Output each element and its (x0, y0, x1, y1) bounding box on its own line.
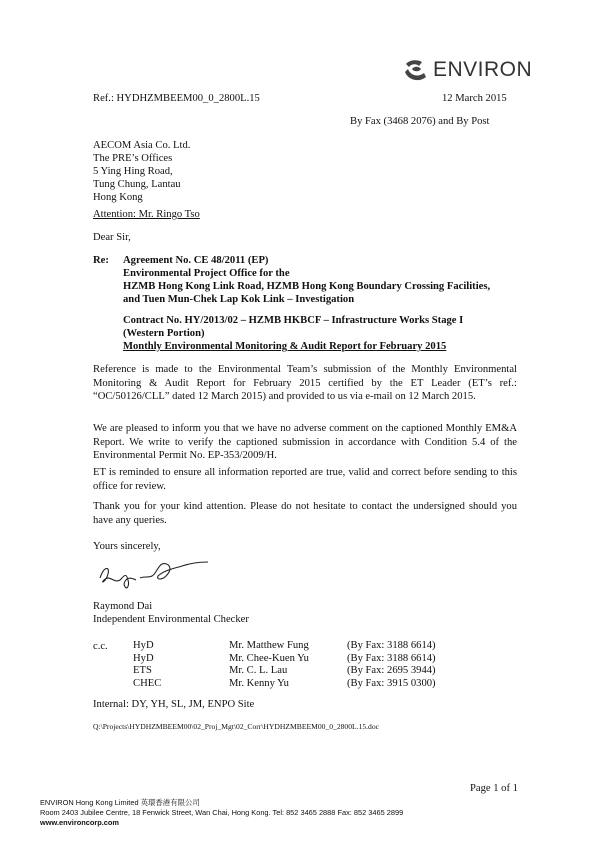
recipient-address (93, 139, 190, 204)
contract-line: Contract No. HY/2013/02 – HZMB HKBCF – Infrastructure Works Stage I (123, 315, 464, 326)
body-paragraph: We are pleased to inform you that we have no adverse comment on the captioned Monthly EM&A Report. We write to verify the captioned submission in accordance with Condition 5.4 of the Environmental Permit No. EP-353/2009/H. (93, 423, 517, 461)
cc-fax: (By Fax: 3188 6614) (347, 652, 436, 664)
contract-line: (Western Portion) (123, 328, 205, 339)
signatory-name: Raymond Dai (93, 601, 153, 612)
file-path: Q:\Projects\HYDHZMBEEM00\02_Proj_Mgt\02_Corr\HYDHZMBEEM00_0_2800L.15.doc (93, 722, 380, 731)
address-line: AECOM Asia Co. Ltd. (93, 140, 191, 151)
footer-address: Room 2403 Jubilee Centre, 18 Fenwick Street, Wan Chai, Hong Kong. Tel: 852 3465 2888 Fax: 852 3465 2899 (40, 808, 404, 817)
subject-block (123, 254, 490, 306)
cc-org: CHEC (133, 677, 162, 689)
address-line: 5 Ying Hing Road, (93, 166, 173, 177)
re-label: Re: (93, 255, 109, 266)
company-logo-text: ENVIRON (433, 58, 533, 81)
cc-list (133, 640, 477, 690)
subject-line: HZMB Hong Kong Link Road, HZMB Hong Kong Boundary Crossing Facilities, (123, 281, 491, 292)
address-line: Hong Kong (93, 192, 143, 203)
footer (40, 798, 403, 828)
subject-line: Environmental Project Office for the (123, 268, 290, 279)
footer-website: www.environcorp.com (40, 818, 119, 827)
cc-person: Mr. C. L. Lau (229, 665, 288, 676)
company-logo (403, 56, 532, 84)
letter-date: 12 March 2015 (442, 93, 507, 104)
handwritten-signature (96, 558, 226, 592)
cc-person: Mr. Chee-Kuen Yu (229, 652, 309, 664)
cc-label: c.c. (93, 641, 108, 652)
signatory-title: Independent Environmental Checker (93, 614, 249, 625)
report-title: Monthly Environmental Monitoring & Audit Report for February 2015 (123, 341, 447, 352)
cc-org: HyD (133, 640, 154, 651)
delivery-method: By Fax (3468 2076) and By Post (350, 116, 490, 127)
cc-fax: (By Fax: 2695 3944) (347, 665, 436, 676)
attention-line: Attention: Mr. Ringo Tso (93, 209, 200, 220)
body-paragraph: Reference is made to the Environmental Team’s submission of the Monthly Environmental Monitoring & Audit Report for February 2015 certified by the ET Leader (ET’s ref.: “OC/50126/CLL” dated 12 March 2015) and provided to us via e-mail on 12 March 2015. (93, 364, 517, 402)
contract-block (123, 314, 463, 353)
cc-org: HyD (133, 652, 154, 664)
reference-number: Ref.: HYDHZMBEEM00_0_2800L.15 (93, 93, 260, 104)
internal-distribution: Internal: DY, YH, SL, JM, ENPO Site (93, 699, 255, 710)
closing: Yours sincerely, (93, 541, 161, 552)
body-paragraph: Thank you for your kind attention. Please do not hesitate to contact the undersigned should you have any queries. (93, 501, 517, 526)
cc-person: Mr. Kenny Yu (229, 677, 289, 689)
cc-org: ETS (133, 665, 152, 676)
address-line: Tung Chung, Lantau (93, 179, 181, 190)
subject-line: Agreement No. CE 48/2011 (EP) (123, 255, 269, 266)
cc-fax: (By Fax: 3915 0300) (347, 677, 436, 689)
cc-fax: (By Fax: 3188 6614) (347, 640, 436, 651)
subject-line: and Tuen Mun-Chek Lap Kok Link – Investigation (123, 294, 355, 305)
salutation: Dear Sir, (93, 232, 131, 243)
footer-company: ENVIRON Hong Kong Limited 英環香港有限公司 (40, 798, 200, 807)
environ-swirl-icon (403, 58, 429, 82)
body-paragraph: ET is reminded to ensure all information reported are true, valid and correct before sending to this office for review. (93, 467, 517, 492)
page-number: Page 1 of 1 (470, 783, 518, 794)
address-line: The PRE’s Offices (93, 153, 173, 164)
cc-person: Mr. Matthew Fung (229, 640, 309, 651)
